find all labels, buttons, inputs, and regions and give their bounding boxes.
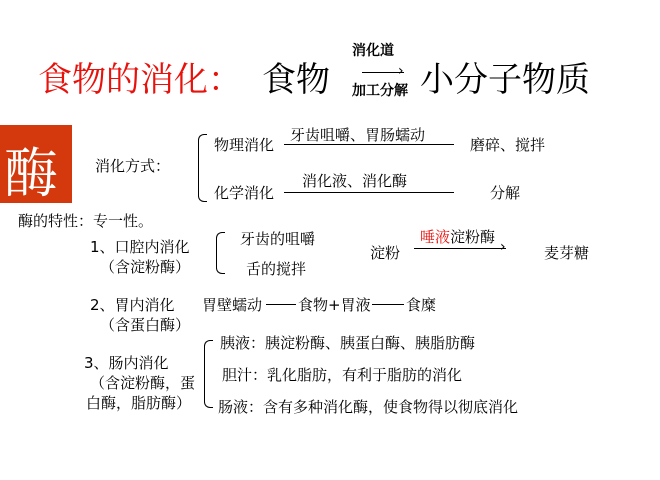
mouth-item2: 舌的搅拌 (246, 260, 307, 278)
title-food: 食物 (262, 60, 330, 100)
pancreatic-juice: 胰液：胰淀粉酶、胰蛋白酶、胰脂肪酶 (220, 334, 476, 352)
stomach-step3: 食糜 (406, 296, 437, 314)
reaction-agent (420, 226, 495, 247)
chemical-result: 分解 (490, 184, 521, 202)
mouth-item1: 牙齿的咀嚼 (240, 230, 316, 248)
reaction-from: 淀粉 (370, 244, 401, 262)
chemical-line (284, 192, 454, 193)
arrow-top-label: 消化道 (352, 43, 394, 59)
stomach-step2: 食物+胃液 (298, 296, 371, 314)
stomach-step1: 胃壁蠕动 (202, 296, 263, 314)
arrow-bottom-label: 加工分解 (352, 83, 408, 99)
reaction-agent-red: 唾液 (420, 228, 451, 246)
intestine-sub1: （含淀粉酶，蛋 (90, 374, 196, 392)
physical-name: 物理消化 (214, 136, 275, 154)
mouth-sub: （含淀粉酶） (100, 258, 191, 276)
physical-result: 磨碎、搅拌 (470, 136, 546, 154)
bile: 胆汁：乳化脂肪，有利于脂肪的消化 (222, 366, 463, 384)
title-red-part: 食物的消化： (38, 60, 242, 100)
chemical-name: 化学消化 (214, 184, 275, 202)
badge-char: 酶 (4, 142, 58, 205)
physical-process: 牙齿咀嚼、胃肠蠕动 (290, 126, 426, 144)
enzyme-property: 酶的特性：专一性。 (18, 212, 154, 230)
title-arrow-head: › (398, 63, 404, 79)
title-small-molecules: 小分子物质 (420, 60, 590, 100)
intestine-title: 3、肠内消化 (84, 354, 169, 372)
methods-brace (198, 134, 207, 202)
stomach-sub: （含蛋白酶） (100, 316, 191, 334)
mouth-title: 1、口腔内消化 (90, 238, 190, 256)
mouth-brace (216, 232, 225, 274)
reaction-arrow-head: › (500, 239, 506, 255)
intestinal-juice: 肠液：含有多种消化酶，使食物得以彻底消化 (218, 398, 519, 416)
stomach-line1 (266, 304, 296, 305)
chemical-process: 消化液、消化酶 (302, 172, 408, 190)
intestine-sub2: 白酶，脂肪酶） (86, 394, 192, 412)
physical-line (284, 144, 454, 145)
reaction-arrow-line (414, 248, 506, 249)
reaction-to: 麦芽糖 (544, 244, 590, 262)
enzyme-badge (0, 125, 72, 203)
stomach-line2 (372, 304, 404, 305)
methods-label: 消化方式： (95, 157, 171, 175)
stomach-title: 2、胃内消化 (90, 296, 175, 314)
intestine-brace (204, 340, 213, 408)
reaction-agent-rest: 淀粉酶 (450, 228, 496, 246)
